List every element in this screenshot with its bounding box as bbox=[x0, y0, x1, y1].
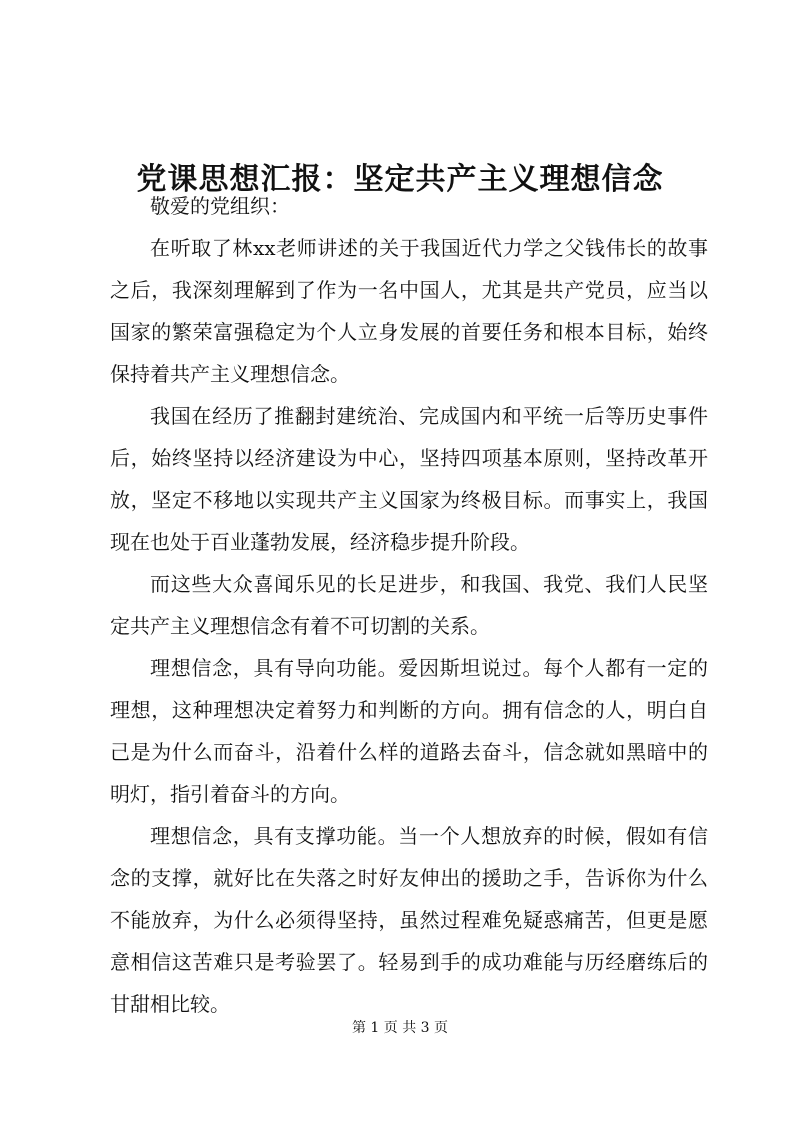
paragraph: 理想信念，具有支撑功能。当一个人想放弃的时候，假如有信念的支撑，就好比在失落之时好友伸出的援助之手，告诉你为什么不能放弃，为什么必须得坚持，虽然过程难免疑惑痛苦，但更是愿意相信这苦难只是考验罢了。轻易到手的成功难能与历经磨练后的甘甜相比较。 bbox=[110, 824, 708, 1016]
salutation: 敬爱的党组织： bbox=[150, 194, 290, 218]
paragraph: 理想信念，具有导向功能。爱因斯坦说过。每个人都有一定的理想，这种理想决定着努力和判断的方向。拥有信念的人，明白自己是为什么而奋斗，沿着什么样的道路去奋斗，信念就如黑暗中的明灯，指引着奋斗的方向。 bbox=[110, 656, 708, 806]
paragraph: 而这些大众喜闻乐见的长足进步，和我国、我党、我们人民坚定共产主义理想信念有着不可切割的关系。 bbox=[110, 572, 708, 638]
paragraph: 我国在经历了推翻封建统治、完成国内和平统一后等历史事件后，始终坚持以经济建设为中心，坚持四项基本原则，坚持改革开放，坚定不移地以实现共产主义国家为终极目标。而事实上，我国现在也处于百业蓬勃发展，经济稳步提升阶段。 bbox=[110, 404, 708, 554]
page-footer: 第 1 页 共 3 页 bbox=[351, 1020, 449, 1036]
paragraph: 在听取了林xx老师讲述的关于我国近代力学之父钱伟长的故事之后，我深刻理解到了作为一名中国人，尤其是共产党员，应当以国家的繁荣富强稳定为个人立身发展的首要任务和根本目标，始终保持着共产主义理想信念。 bbox=[110, 236, 708, 386]
document-body bbox=[110, 185, 708, 1025]
document-title: 党课思想汇报：坚定共产主义理想信念 bbox=[136, 162, 664, 198]
